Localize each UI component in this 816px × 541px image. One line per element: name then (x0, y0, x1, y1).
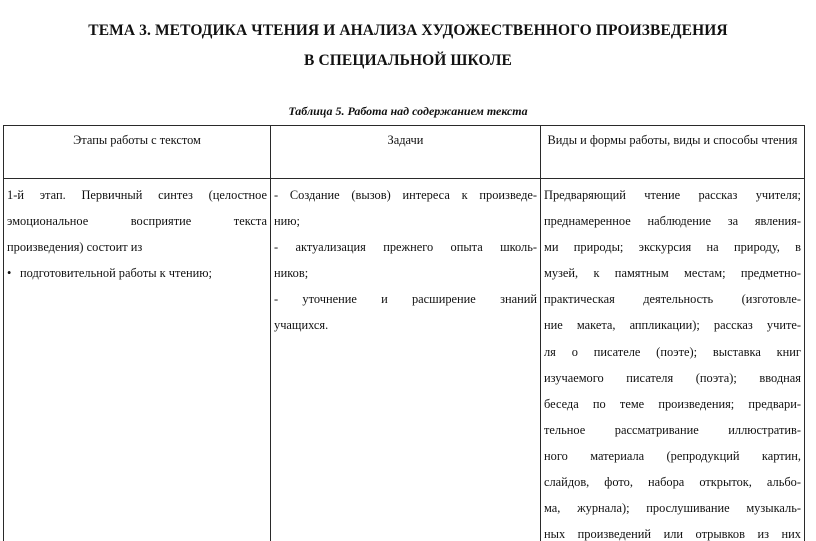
cell-line: ние макета, аппликации); рассказ учите- (544, 318, 801, 333)
cell-line: практическая деятельность (изготовле- (544, 292, 801, 307)
cell-line: слайдов, фото, набора открыток, альбо- (544, 475, 801, 490)
cell-line: ников; (274, 266, 309, 281)
cell-line: эмоциональное восприятие текста (7, 214, 267, 229)
cell-line: нию; (274, 214, 300, 229)
cell-line: произведения) состоит из (7, 240, 143, 255)
table-caption: Таблица 5. Работа над содержанием текста (288, 104, 528, 118)
cell-forms (541, 179, 805, 541)
cell-line: преднамеренное наблюдение за явления- (544, 214, 801, 229)
bullet-icon: • (7, 266, 12, 281)
content-work-table (3, 125, 805, 541)
cell-line: ма, журнала); прослушивание музыкаль- (544, 501, 801, 516)
cell-line: - Создание (вызов) интереса к произведе- (274, 188, 537, 202)
cell-line: учащихся. (274, 318, 329, 333)
cell-tasks (271, 179, 541, 541)
cell-line: ля о писателе (поэте); выставка книг (544, 344, 801, 359)
cell-line: - актуализация прежнего опыта школь- (274, 240, 537, 255)
cell-line: Предваряющий чтение рассказ учителя; (544, 188, 801, 202)
cell-line: - уточнение и расширение знаний (274, 292, 537, 307)
cell-line: беседа по теме произведения; предвари- (544, 396, 801, 411)
bullet-text: подготовительной работы к чтению; (20, 266, 212, 281)
table-header-row (4, 126, 805, 179)
cell-line: тельное рассматривание иллюстратив- (544, 422, 801, 437)
cell-line: музей, к памятным местам; предметно- (544, 266, 801, 281)
page-title-line-1: ТЕМА 3. МЕТОДИКА ЧТЕНИЯ И АНАЛИЗА ХУДОЖЕСТВЕННОГО ПРОИЗВЕДЕНИЯ (88, 22, 728, 39)
cell-line: 1-й этап. Первичный синтез (целостное (7, 188, 267, 202)
cell-line: ных произведений или отрывков из них (544, 527, 801, 541)
table-row (4, 179, 805, 541)
page-title-line-2: В СПЕЦИАЛЬНОЙ ШКОЛЕ (304, 52, 512, 69)
header-tasks: Задачи (271, 126, 541, 179)
cell-line: изучаемого писателя (поэта); вводная (544, 370, 801, 385)
cell-stage (4, 179, 271, 541)
bullet-item (7, 260, 267, 286)
cell-line: ми природы; экскурсия на природу, в (544, 240, 801, 255)
cell-line: ного материала (репродукций картин, (544, 448, 801, 463)
header-stages: Этапы работы с текстом (4, 126, 271, 179)
header-forms: Виды и формы работы, виды и способы чтения (541, 126, 805, 179)
